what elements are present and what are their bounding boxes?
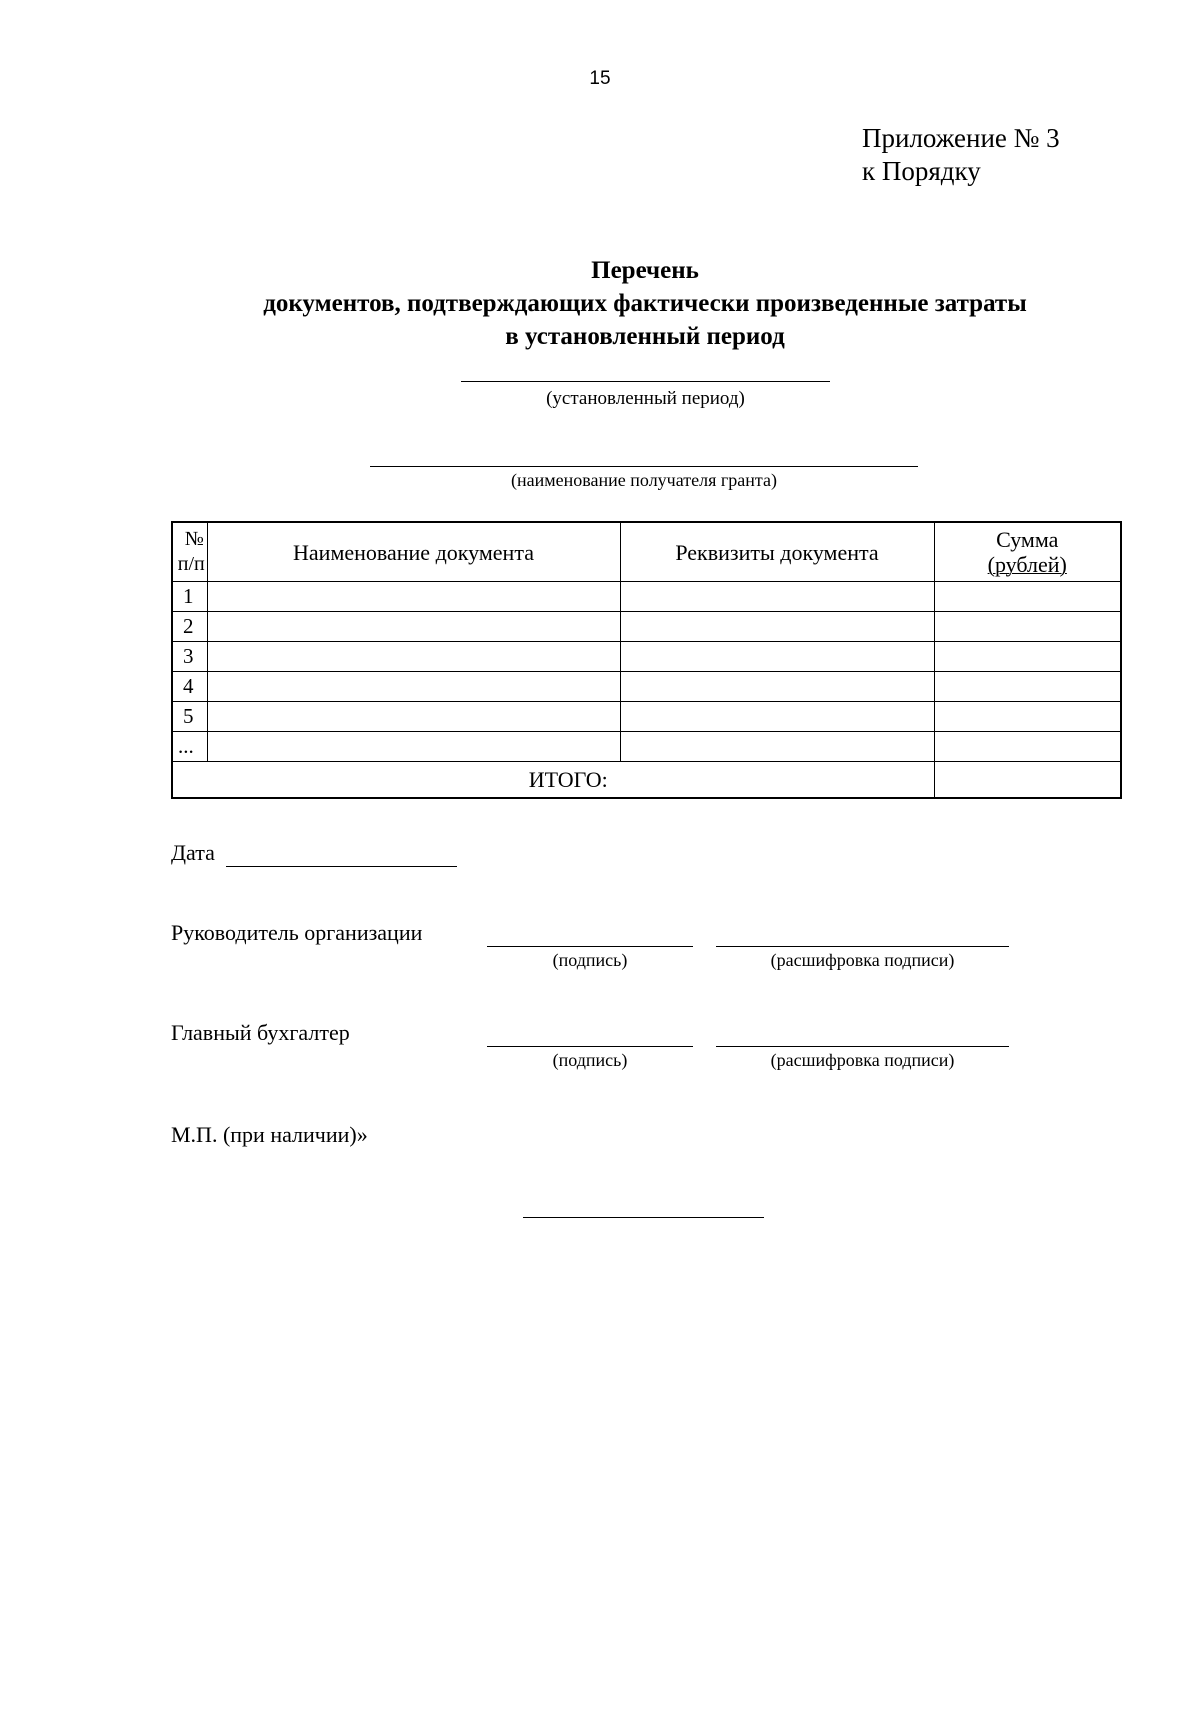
cell-document-name[interactable] [207,732,620,762]
cell-document-name[interactable] [207,642,620,672]
table-row [172,702,1121,732]
cell-sum[interactable] [934,612,1121,642]
period-caption: (установленный период) [546,388,745,409]
cell-document-name[interactable] [207,612,620,642]
header-sum-label: Сумма [996,527,1059,552]
row-number: 4 [172,672,207,702]
cell-sum[interactable] [934,672,1121,702]
cell-document-name[interactable] [207,702,620,732]
cell-sum[interactable] [934,642,1121,672]
cell-document-details[interactable] [620,582,934,612]
chief-accountant-label: Главный бухгалтер [171,1020,350,1045]
table-row [172,732,1121,762]
header-sum-unit: (рублей) [987,552,1067,577]
table-row [172,672,1121,702]
appendix-order: к Порядку [862,156,981,186]
total-label: ИТОГО: [172,762,934,799]
cell-document-details[interactable] [620,732,934,762]
row-number: 1 [172,582,207,612]
head-decoding-caption: (расшифровка подписи) [770,950,955,970]
cell-sum[interactable] [934,732,1121,762]
header-sum [934,522,1121,582]
head-signature-line[interactable] [487,946,693,947]
cell-document-details[interactable] [620,642,934,672]
head-of-organization-label: Руководитель организации [171,920,423,945]
cell-document-name[interactable] [207,582,620,612]
head-signature-caption: (подпись) [552,950,628,970]
row-number: 2 [172,612,207,642]
recipient-field-line[interactable] [370,466,918,467]
appendix-reference [862,122,1060,188]
title-line-1: Перечень [591,257,699,284]
period-field-line[interactable] [461,381,830,382]
cell-document-details[interactable] [620,672,934,702]
row-number: 3 [172,642,207,672]
row-number: 5 [172,702,207,732]
documents-table [171,521,1122,799]
stamp-label: М.П. (при наличии)» [171,1122,368,1147]
cell-document-name[interactable] [207,672,620,702]
accountant-decoding-line[interactable] [716,1046,1009,1047]
date-field-line[interactable] [226,866,457,867]
header-number-abbr: п/п [177,553,205,575]
head-decoding-line[interactable] [716,946,1009,947]
table-row [172,612,1121,642]
table-header-row [172,522,1121,582]
header-number-symbol: № [184,528,204,550]
page-number: 15 [589,68,611,89]
recipient-caption: (наименование получателя гранта) [511,470,777,490]
cell-sum[interactable] [934,582,1121,612]
closing-separator-line [523,1217,764,1218]
cell-total-sum[interactable] [934,762,1121,799]
header-document-name: Наименование документа [207,522,620,582]
cell-document-details[interactable] [620,612,934,642]
accountant-signature-line[interactable] [487,1046,693,1047]
header-document-details: Реквизиты документа [620,522,934,582]
row-number: ... [172,732,207,762]
accountant-signature-caption: (подпись) [552,1050,628,1070]
title-line-3: в установленный период [505,323,785,350]
accountant-decoding-caption: (расшифровка подписи) [770,1050,955,1070]
cell-document-details[interactable] [620,702,934,732]
cell-sum[interactable] [934,702,1121,732]
header-number [172,522,207,582]
title-line-2: документов, подтверждающих фактически произведенные затраты [263,290,1027,317]
table-row [172,582,1121,612]
table-total-row [172,762,1121,799]
date-label: Дата [171,840,215,865]
table-row [172,642,1121,672]
document-title [0,254,1200,353]
appendix-number: Приложение № 3 [862,123,1060,153]
